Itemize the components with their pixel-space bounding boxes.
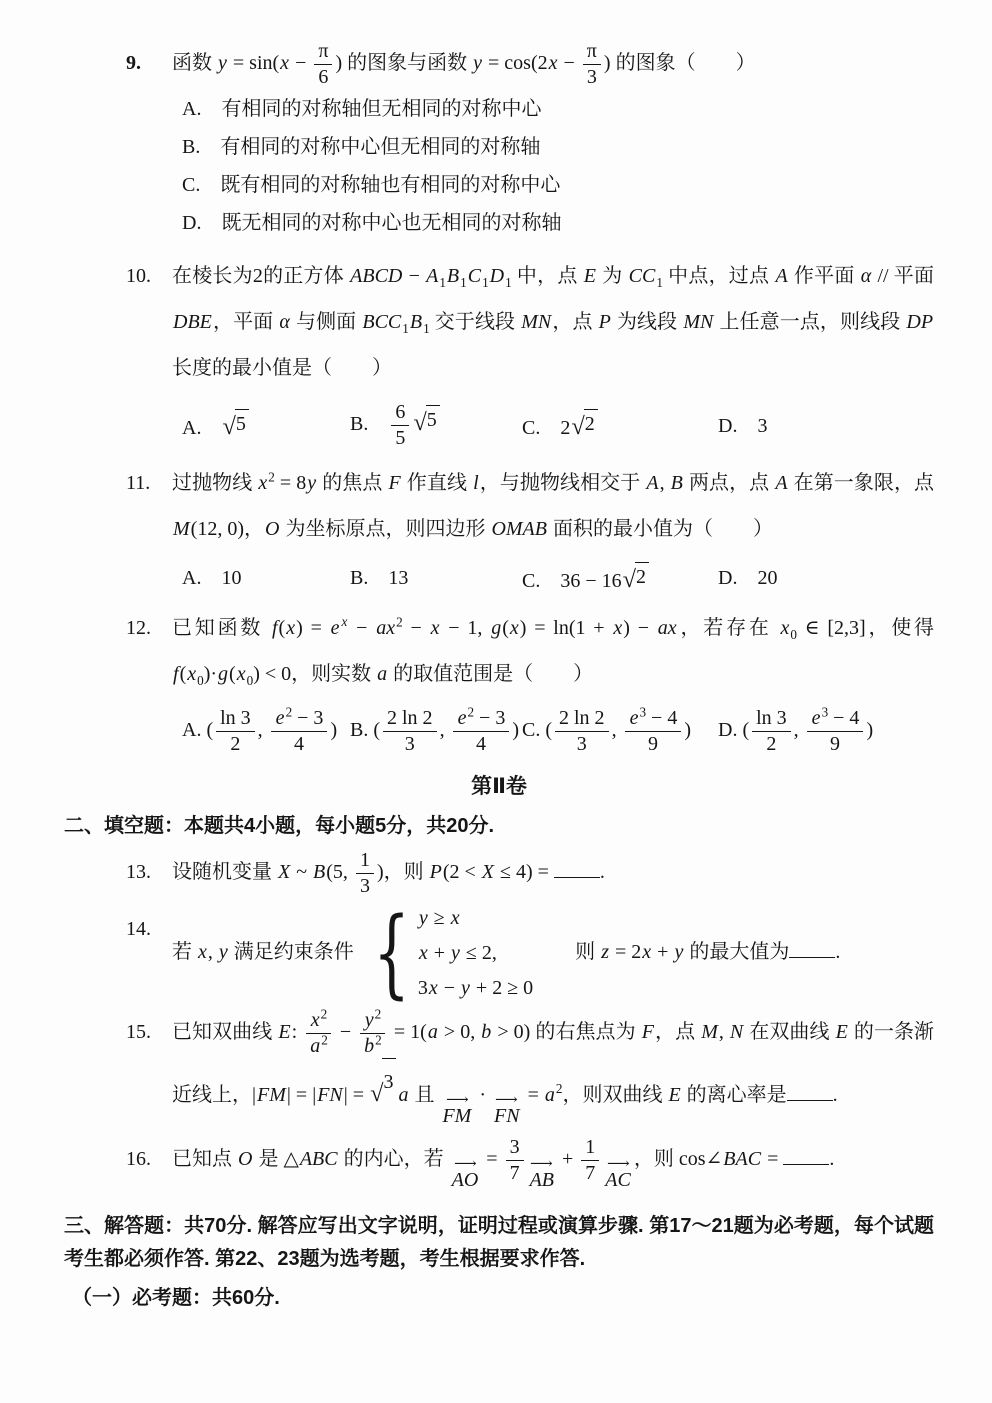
question-stem: 已知双曲线 E: $\frac{x^2}{a^2}$ − $\frac{y^2}{b^2}$ = 1(a > 0, b > 0) 的右焦点为 F，点 M, N 在双曲线 E 的一条渐近线上，|FM| = |FN| = √ 3 a 且 ⟶ FM · ⟶ FN = $a^2$，则双曲线 E 的离心率是 .	[172, 1006, 935, 1127]
option-a: A. 10	[182, 567, 242, 590]
question-stem: 已知函数 f(x) = e $^x - ax^2 - x - 1$, g(x) = ln(1 + x) − ax，若存在 $x_0$ ∈ [2,3]，使得 $f(x_0)\cdot g(x_0) < 0$，则实数 a 的取值范围是（ ）	[172, 614, 935, 688]
option-b: B. 有相同的对称中心但无相同的对称轴	[182, 136, 541, 158]
option-d: D. 3	[718, 414, 768, 437]
option-b: B. 13	[350, 567, 409, 590]
option-d: D. ( $\frac{\ln 3}{2}$ , $\frac{e^3 - 4}{9}$ )	[718, 704, 874, 755]
question-13	[64, 849, 934, 898]
question-number: 16.	[126, 1147, 151, 1170]
option-a: A. 有相同的对称轴但无相同的对称中心	[182, 98, 542, 120]
option-c: C. 36 − 16 √ 2	[522, 562, 718, 595]
question-14	[64, 896, 934, 1009]
option-d: D. 既无相同的对称中心也无相同的对称轴	[182, 212, 562, 234]
question-body	[172, 40, 934, 243]
question-11	[64, 460, 934, 595]
option-c: C. ( $\frac{2 \ln 2}{3}$ , $\frac{e^3 - 4}{9}$ )	[522, 704, 691, 755]
question-number: 11.	[126, 472, 151, 494]
options-list	[182, 704, 934, 756]
question-body	[172, 253, 934, 450]
question-stem: 设随机变量 X ~ B(5, $\frac{1}{3}$ )，则 P(2 < X ≤ 4) = .	[172, 848, 605, 897]
question-stem: 若 x, y 满足约束条件 { y ≥ x x + y ≤ 2, 3x − y + 2 ≥ 0 则 z = 2x + y 的最大值为 .	[172, 896, 841, 1009]
option-c: C. 既有相同的对称轴也有相同的对称中心	[182, 174, 561, 196]
option-b: B. ( $\frac{2 \ln 2}{3}$ , $\frac{e^2 - 3}{4}$ )	[350, 704, 519, 755]
options-list	[182, 91, 934, 241]
option-c: C. 2 √ 2	[522, 409, 718, 442]
question-body	[172, 605, 934, 756]
option-a: A. ( $\frac{\ln 3}{2}$ , $\frac{e^2 - 3}{4}$ )	[182, 704, 338, 755]
question-stem: 函数 y = sin(x − $\frac{\pi}{6}$ ) 的图象与函数 y = cos(2x − $\frac{\pi}{3}$ ) 的图象（ ）	[172, 40, 756, 88]
answer-section-header: 三、解答题：共70分. 解答应写出文字说明，证明过程或演算步骤. 第17～21题为必考题，每个试题考生都必须作答. 第22、23题为选考题，考生根据要求作答.	[64, 1214, 934, 1270]
question-number: 10.	[126, 265, 151, 287]
question-body	[172, 460, 934, 595]
fill-in-section-header: 二、填空题：本题共4小题，每小题5分，共20分.	[64, 814, 495, 837]
question-stem: 过抛物线 $x^2 = 8y$ 的焦点 F 作直线 l，与抛物线相交于 A, B 两点，点 A 在第一象限，点 M(12, 0)，O 为坐标原点，则四边形 OMAB 面积的最小值为（ ）	[172, 469, 935, 540]
question-body	[172, 896, 934, 1009]
question-body	[172, 1136, 934, 1192]
options-list	[182, 562, 934, 595]
question-stem: 在棱长为2的正方体 ABCD − $A_1B_1C_1D_1$ 中，点 E 为 $CC_1$ 中点，过点 A 作平面 α // 平面 DBE，平面 α 与侧面 $BCC_1B_1$ 交于线段 MN，点 P 为线段 MN 上任意一点，则线段 DP 长度的最小值是（ ）	[172, 265, 935, 379]
question-number: 13.	[126, 860, 151, 883]
option-b: B. $\frac{6}{5}$ √ 5	[350, 401, 522, 450]
question-number: 9.	[126, 52, 141, 74]
question-number: 14.	[126, 917, 151, 940]
question-body	[172, 1006, 935, 1128]
section-2-title: 第Ⅱ卷	[471, 774, 527, 798]
question-body	[172, 849, 934, 898]
options-list	[182, 401, 934, 450]
question-number: 12.	[126, 616, 151, 639]
question-12	[64, 605, 934, 756]
question-15	[64, 1006, 935, 1128]
question-10	[64, 253, 934, 450]
option-a: A. √ 5	[182, 409, 350, 442]
required-part-header: （一）必考题：共60分.	[72, 1286, 280, 1309]
question-number: 15.	[126, 1020, 151, 1043]
question-16	[64, 1136, 934, 1192]
question-9	[64, 40, 934, 243]
option-d: D. 20	[718, 567, 778, 590]
question-stem: 已知点 O 是 △ABC 的内心，若 ⟶ AO = $\frac{3}{7}$ ⟶ AB + $\frac{1}{7}$ ⟶ AC ，则 cos∠BAC = .	[172, 1135, 835, 1191]
